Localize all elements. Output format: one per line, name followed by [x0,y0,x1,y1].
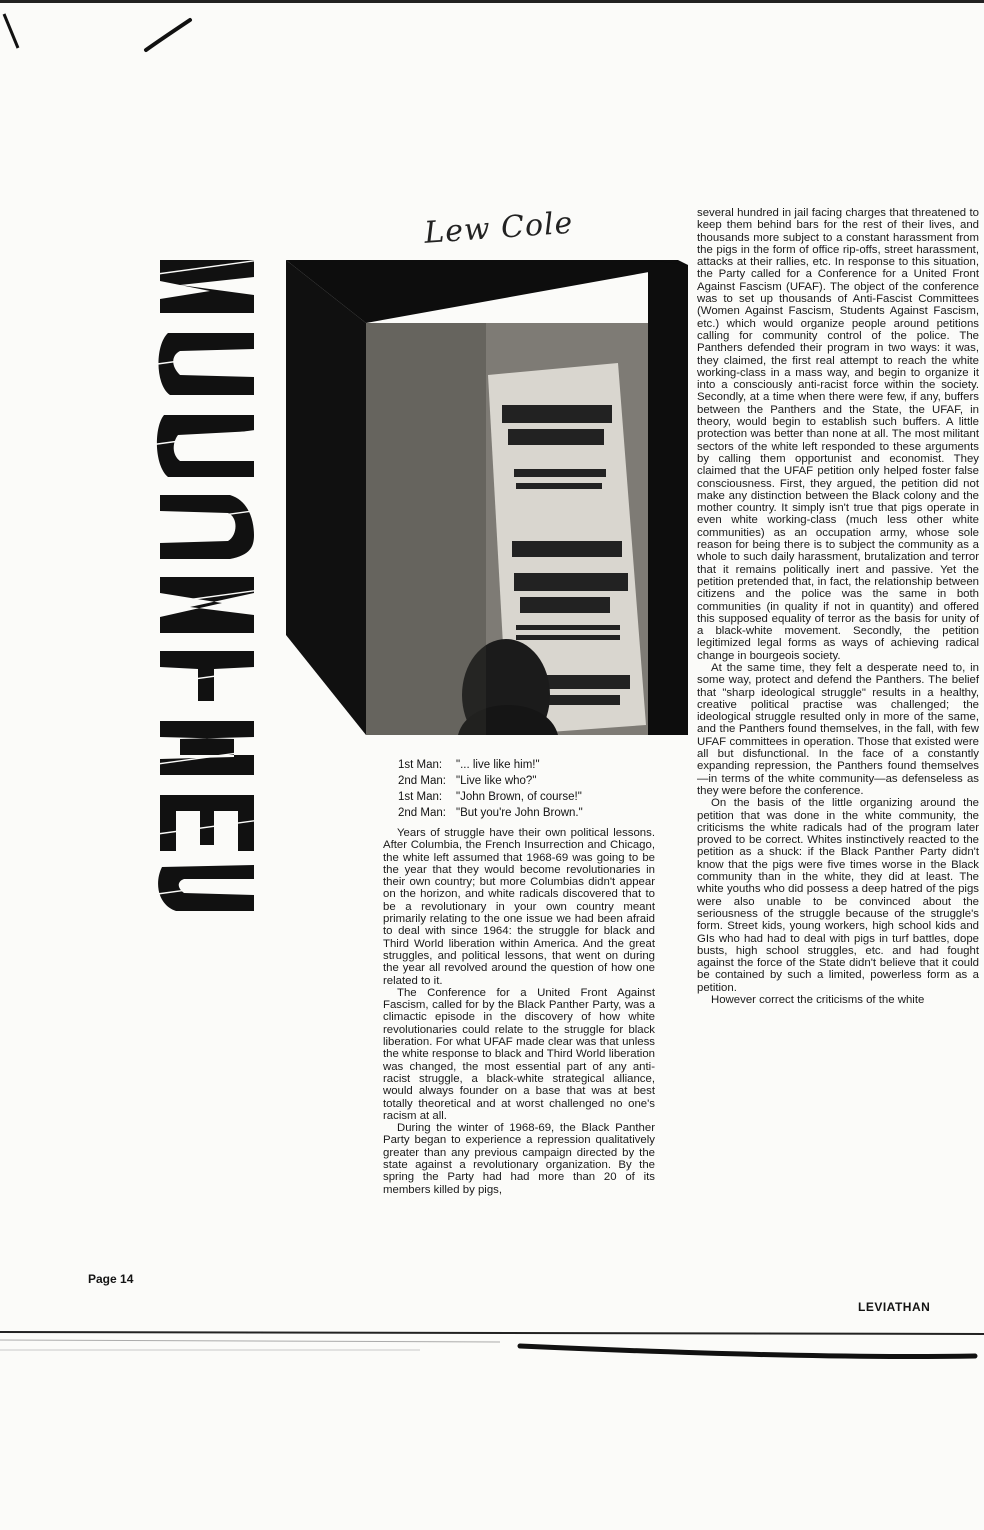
author-signature: Lew Cole [423,205,575,251]
paragraph: The Conference for a United Front Against Fascism, called for by the Black Panther Party, was a climactic episode in the discovery of how white revolutionaries could relate to the struggle for black liberation. For what UFAF made clear was that unless the white response to black and Third World liberation was changed, the most essential part of any anti-racist struggle, a black-white strategical alliance, would always founder on a base that was at best totally theoretical and at worst challenged no one's racism at all. [383,986,655,1122]
publication-name: LEVIATHAN [858,1300,931,1314]
article-column-left [383,827,655,1196]
scan-border-bottom [0,1320,984,1400]
dialogue-line [398,757,658,773]
dialogue-line [398,773,658,789]
photo-frame [258,255,688,735]
dialogue-text: "But you're John Brown." [456,807,583,819]
dialogue-text: "Live like who?" [456,775,537,787]
dialogue-speaker: 2nd Man: [398,807,446,819]
headline [150,255,260,915]
paragraph: During the winter of 1968-69, the Black Panther Party began to experience a repression qualitatively greater than any previous campaign directed by the state against a revolutionary organization. By the spring the Party had had more than 20 of its members killed by pigs, [383,1122,655,1196]
dialogue-speaker: 1st Man: [398,759,443,771]
dialogue-line [398,805,658,821]
paragraph: Years of struggle have their own political lessons. After Columbia, the French Insurrection and Chicago, the white left assumed that 1968-69 was going to be the year that they would become revolutionaries in their own country; but more Columbias didn't appear on the horizon, and white radicals discovered that to be a revolutionary in your own country meant primarily relating to the one issue we had been afraid to deal with since 1964: the struggle for black and Third World liberation within America. And the great struggles, and political lessons, that went on during the year all revolved around the question of how one related to it. [383,827,655,987]
paragraph: At the same time, they felt a desperate need to, in some way, protect and defend the Panthers. The belief that "sharp ideological struggle" results in a healthy, creative political practise was challenged; the ideological struggle resulted only in more of the same, and the Panthers found themselves, in the fall, with few UFAF committees in operation. Those that existed were all but disfunctional. In the face of a constantly expanding repression, the Panthers found themselves—in terms of the white community—as defenseless as they were before the conference. [697,661,979,797]
scan-mark-icon [0,6,200,66]
article-column-right [697,207,979,1006]
dialogue-speaker: 1st Man: [398,791,443,803]
epigraph-dialogue [398,757,658,821]
paragraph: On the basis of the little organizing around the petition that was done in the white community, the criticisms the white radicals had of the program later proved to be correct. Whites instinctively reacted to the petition as a shuck: if the Black Panther Party didn't know that the pigs were five times worse in the Black community than in the white, they did at least. The white youths who did possess a deep hatred of the pigs were also unable to be convinced about the seriousness of the struggle because of the struggle's form. Street kids, young workers, high school kids and GIs who had had to deal with pigs in turf battles, dope busts, high school struggles, etc. and had fought against the force of the State didn't believe that it could be contained by such a limited, powerless form as a petition. [697,797,979,994]
headline-lettering [150,255,260,915]
dialogue-text: "... live like him!" [456,759,540,771]
paragraph: However correct the criticisms of the white [711,994,925,1006]
paragraph: several hundred in jail facing charges that threatened to keep them behind bars for the rest of their lives, and thousands more subject to a constant harassment from the pigs in the form of office rip-offs, street harassment, attacks at their rallies, etc. In response to this situation, the Party called for a Conference for a United Front Against Fascism (UFAF). The object of the conference was to set up thousands of Anti-Fascist Committees (Women Against Fascism, Students Against Fascism, etc.) which would organize people around petitions calling for community control of the police. The Panthers defended their program in two ways: it was, they claimed, the first real attempt to reach the white working-class in a mass way, and begin to organize it into a consciously anti-racist force within the society. Secondly, at a time when there were few, if any, buffers between the Panthers and the State, the UFAF, in theory, would begin to establish such buffers. A little protection was better than none at all. The most militant sectors of the white left responded to these arguments by calling them opportunist and economist. They claimed that the UFAF petition only helped foster false consciousness. First, they argued, the petition did not make any distinction between the Black colony and the mother country. It simply isn't true that pigs operate in even white working-class (much less other white communities) as an occupation army, whose sole reason for being there is to subject the community as a whole to such daily harassment, brutalization and terror that it remains politically inert and passive. Yet the petition pretended that, in fact, the relationship between citizens and the police was the same in both communities (in quality if not in quantity) and offered this supposed equality of terror as the basis for unity of a black-white movement. Secondly, the petition legitimized legal forms as ways of achieving radical change in bourgeois society. [697,207,979,662]
dialogue-text: "John Brown, of course!" [456,791,582,803]
photo-box [258,255,688,735]
dialogue-speaker: 2nd Man: [398,775,446,787]
page-number: Page 14 [88,1272,134,1286]
dialogue-line [398,789,658,805]
